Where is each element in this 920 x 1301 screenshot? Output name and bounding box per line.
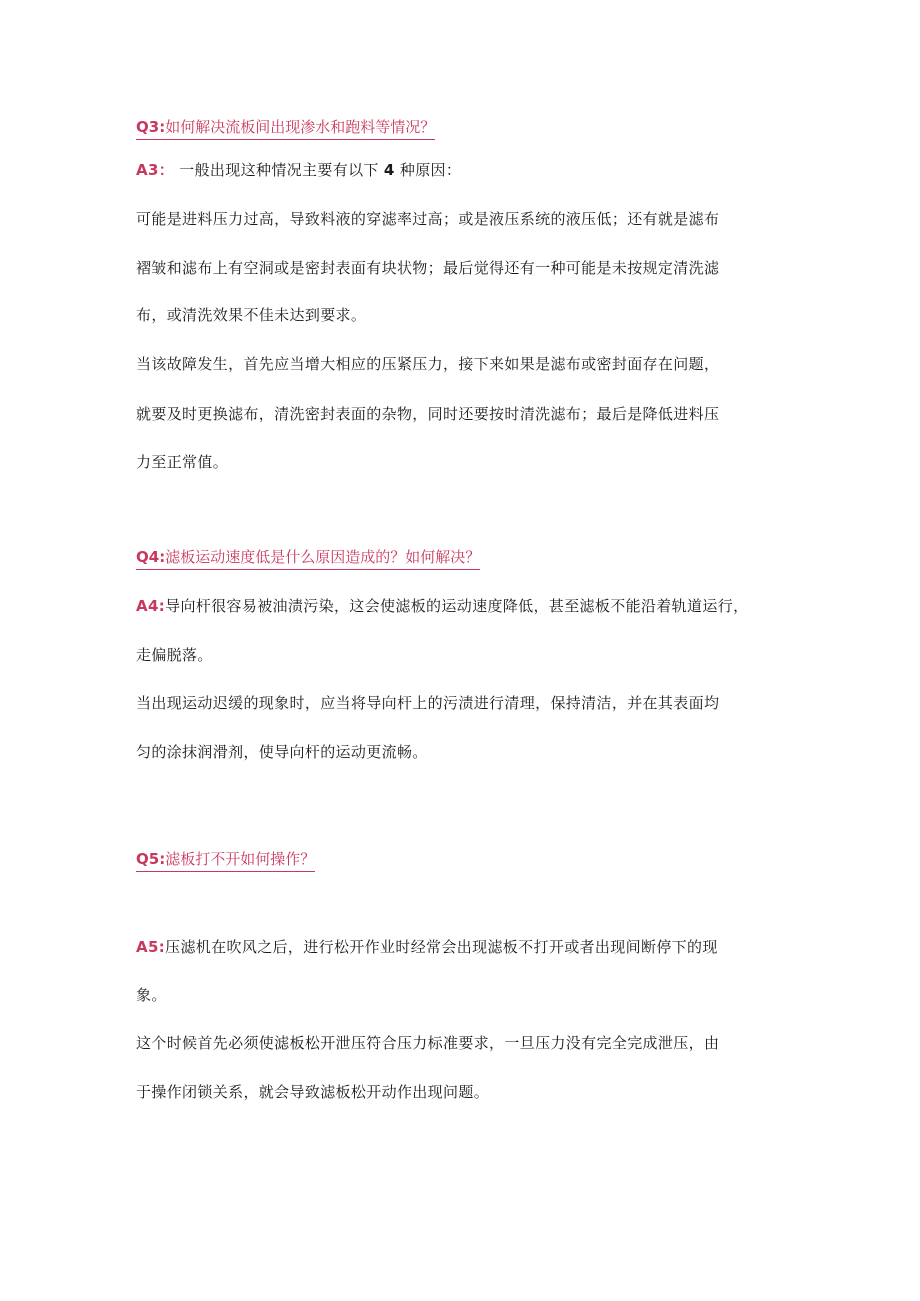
question-q3 bbox=[136, 117, 435, 140]
paragraph-line: 可能是进料压力过高，导致料液的穿滤率过高；或是液压系统的液压低；还有就是滤布 bbox=[136, 210, 720, 228]
answer-a4-line bbox=[136, 596, 786, 616]
question-label: Q3: bbox=[136, 118, 166, 136]
answer-a5-line bbox=[136, 937, 786, 957]
paragraph-line: 走偏脱落。 bbox=[136, 646, 213, 664]
answer-a3-intro bbox=[136, 160, 786, 180]
answer-label: A4: bbox=[136, 597, 166, 615]
question-text: 滤板运动速度低是什么原因造成的？如何解决？ bbox=[165, 548, 481, 566]
question-q5 bbox=[136, 849, 315, 872]
paragraph-line: 匀的涂抹润滑剂，使导向杆的运动更流畅。 bbox=[136, 743, 428, 761]
paragraph-line: 当出现运动迟缓的现象时，应当将导向杆上的污渍进行清理，保持清洁，并在其表面均 bbox=[136, 694, 720, 712]
question-text: 滤板打不开如何操作？ bbox=[165, 850, 316, 868]
question-q4 bbox=[136, 547, 480, 570]
answer-text: 一般出现这种情况主要有以下 bbox=[179, 161, 379, 179]
paragraph-line: 褶皱和滤布上有空洞或是密封表面有块状物；最后觉得还有一种可能是未按规定清洗滤 bbox=[136, 259, 720, 277]
answer-text: 导向杆很容易被油渍污染，这会使滤板的运动速度降低，甚至滤板不能沿着轨道运行， bbox=[165, 597, 749, 615]
answer-number: 4 bbox=[383, 161, 395, 179]
answer-text: 压滤机在吹风之后，进行松开作业时经常会出现滤板不打开或者出现间断停下的现 bbox=[165, 938, 718, 956]
paragraph-line: 这个时候首先必须使滤板松开泄压符合压力标准要求，一旦压力没有完全完成泄压，由 bbox=[136, 1034, 720, 1052]
paragraph-line: 当该故障发生，首先应当增大相应的压紧压力，接下来如果是滤布或密封面存在问题， bbox=[136, 355, 720, 373]
paragraph-line: 于操作闭锁关系，就会导致滤板松开动作出现问题。 bbox=[136, 1083, 490, 1101]
question-label: Q4: bbox=[136, 548, 166, 566]
paragraph-line: 就要及时更换滤布，清洗密封表面的杂物，同时还要按时清洗滤布；最后是降低进料压 bbox=[136, 405, 720, 423]
question-text: 如何解决流板间出现渗水和跑料等情况？ bbox=[165, 118, 436, 136]
answer-label: A5: bbox=[136, 938, 166, 956]
paragraph-line: 象。 bbox=[136, 986, 167, 1004]
paragraph-line: 力至正常值。 bbox=[136, 453, 229, 471]
answer-text: 种原因： bbox=[399, 161, 462, 179]
answer-label: A3： bbox=[136, 161, 175, 179]
paragraph-line: 布，或清洗效果不佳未达到要求。 bbox=[136, 306, 367, 324]
question-label: Q5: bbox=[136, 850, 166, 868]
